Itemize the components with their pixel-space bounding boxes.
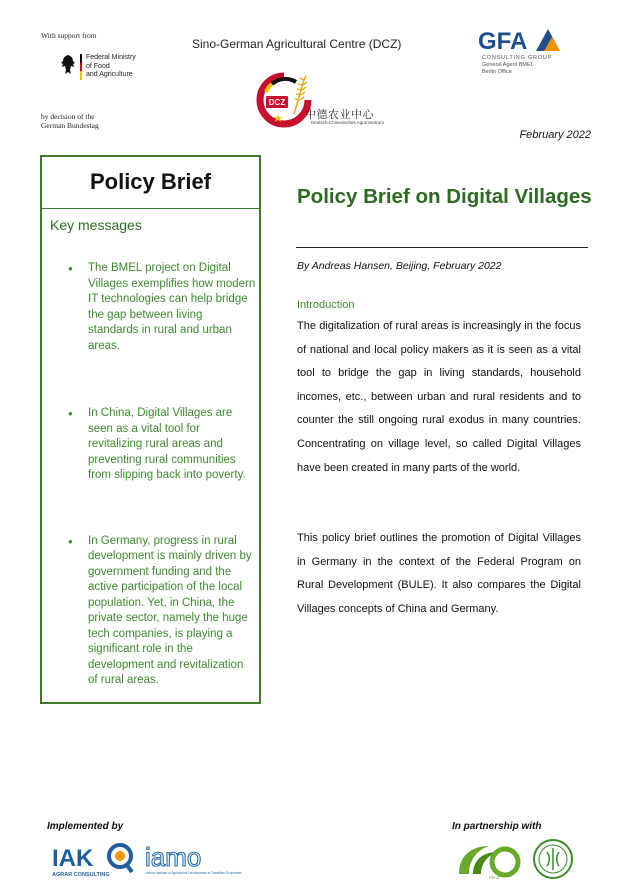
- publication-date: February 2022: [519, 129, 591, 141]
- implemented-by-label: Implemented by: [47, 821, 124, 832]
- key-message-item: ● In China, Digital Villages are seen as a vital tool for revitalizing rural areas and preventing rural communities from slipping back into poverty.: [66, 406, 256, 484]
- key-message-item: ● The BMEL project on Digital Villages exemplifies how modern IT technologies can help bridge the gap between living standards in rural and urban areas.: [66, 261, 256, 354]
- federal-eagle-icon: [60, 54, 76, 76]
- document-title: Policy Brief on Digital Villages: [297, 185, 592, 208]
- german-flag-bar: [80, 54, 82, 80]
- svg-text:iamo: iamo: [145, 842, 202, 872]
- svg-text:AGRAR CONSULTING: AGRAR CONSULTING: [52, 872, 110, 878]
- partner-emblem-logo: [532, 838, 574, 880]
- svg-text:GFA: GFA: [478, 28, 528, 55]
- iamo-logo: [145, 840, 242, 880]
- intro-paragraph: The digitalization of rural areas is increasingly in the focus of national and local policy makers as it is seen as a vital tool to bridge the gap in living standards, household incomes, etc., between urban and rural residents and to counter the still ongoing rural exodus in many countries. Concentrating on village level, so called Digital Villages have been created in many parts of the world.: [297, 320, 581, 474]
- iak-logo: [50, 838, 140, 878]
- dcz-chinese-name: 中德农业中心: [305, 109, 374, 121]
- key-messages-box: [40, 155, 261, 704]
- centre-title: Sino-German Agricultural Centre (DCZ): [192, 37, 402, 51]
- svg-text:Leibniz Institute of Agricultu: Leibniz Institute of Agricultural Development in Transition Economies: [145, 871, 242, 875]
- key-messages-label: Key messages: [50, 217, 142, 233]
- support-text: With support from: [41, 31, 97, 40]
- partnership-label: In partnership with: [452, 821, 542, 832]
- introduction-heading: Introduction: [297, 299, 355, 311]
- fecc-logo: [455, 840, 525, 880]
- svg-text:FECC: FECC: [489, 875, 500, 880]
- outline-paragraph: This policy brief outlines the promotion of Digital Villages in Germany in the context of the Federal Program on Rural Development (BULE). It also compares the Digital Villages concepts of China and Germany.: [297, 532, 581, 615]
- gfa-logo: [478, 25, 568, 55]
- gfa-office: General Agent BMEL Berlin Office: [482, 62, 534, 75]
- title-divider: [296, 247, 588, 248]
- bundestag-decision: by decision of the German Bundestag: [41, 112, 99, 130]
- key-message-item: ● In Germany, progress in rural development is mainly driven by government funding and the active participation of the local population. Yet, in China, the private sector, namely the huge tech companies, is playing a significant role in the development and revitalization of rural areas.: [66, 534, 256, 689]
- svg-text:IAK: IAK: [52, 845, 94, 872]
- policy-brief-heading: Policy Brief: [42, 157, 259, 209]
- dcz-subtitle: Deutsch-Chinesisches Agrarzentrum: [311, 120, 385, 125]
- author-byline: By Andreas Hansen, Beijing, February 2022: [297, 260, 502, 272]
- key-messages-list: [66, 261, 256, 741]
- gfa-consulting-group: CONSULTING GROUP: [482, 55, 553, 61]
- svg-text:DCZ: DCZ: [268, 98, 286, 107]
- ministry-name: Federal Ministry of Food and Agriculture: [86, 54, 136, 78]
